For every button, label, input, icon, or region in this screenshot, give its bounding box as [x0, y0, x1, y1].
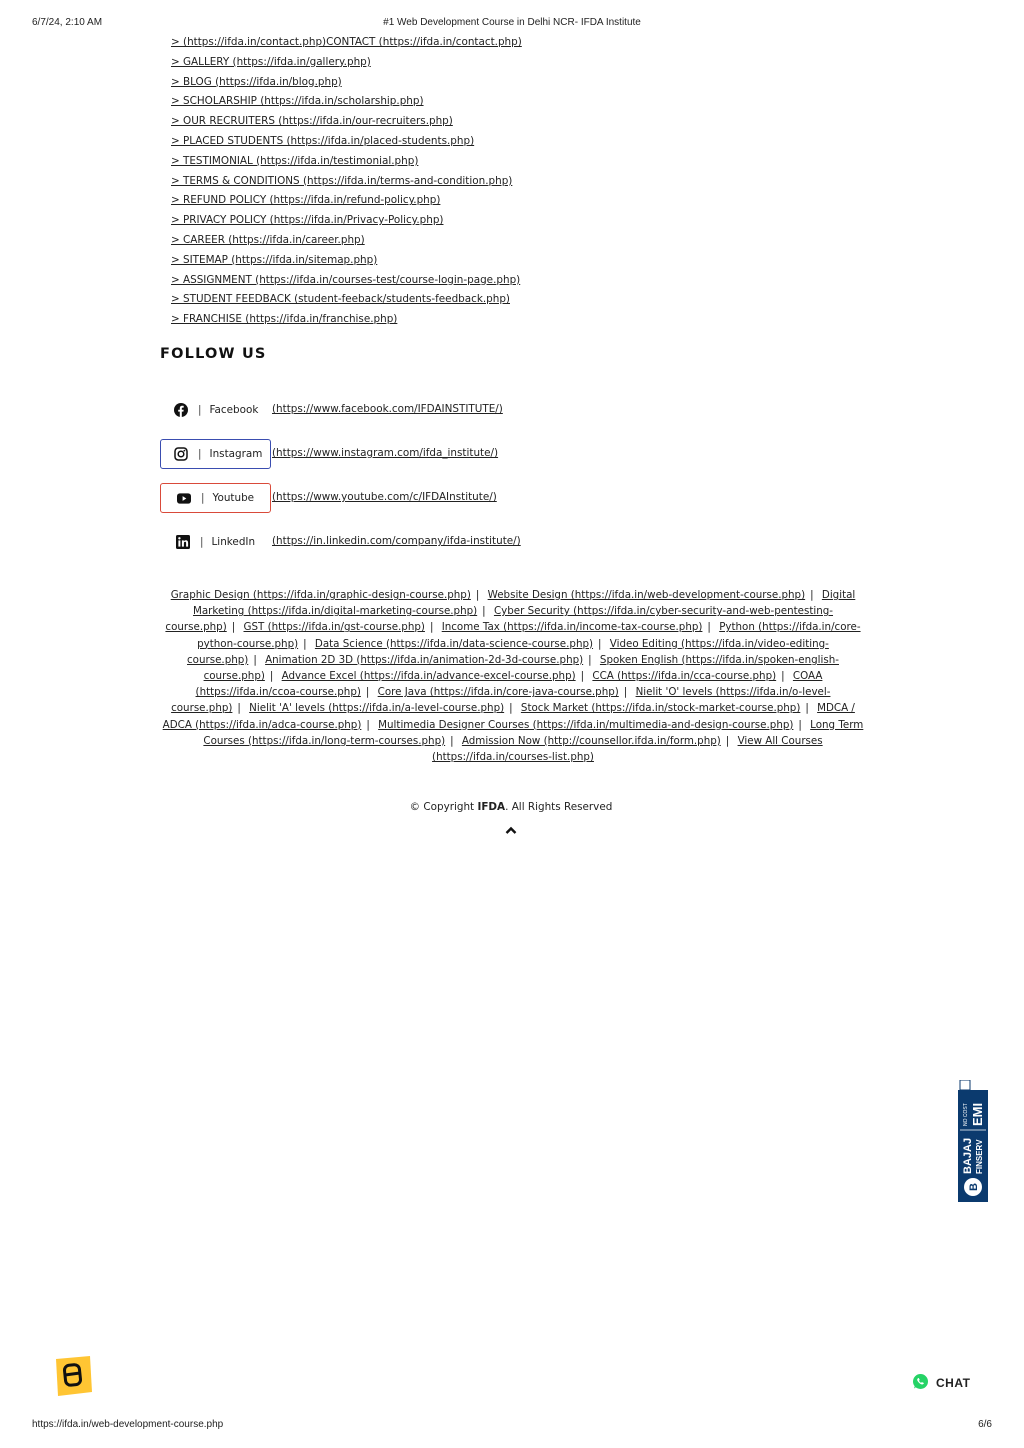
- linkedin-label: LinkedIn: [211, 536, 256, 548]
- course-separator: |: [509, 702, 513, 715]
- instagram-icon: [174, 447, 188, 461]
- course-link-python[interactable]: Python (https://ifda.in/core-python-course.php): [197, 621, 861, 650]
- print-header: [0, 17, 1024, 31]
- quick-link-career[interactable]: > CAREER (https://ifda.in/career.php): [171, 233, 365, 246]
- quick-link-franchise[interactable]: > FRANCHISE (https://ifda.in/franchise.php): [171, 313, 398, 326]
- emi-tag-line2: EMI: [970, 1102, 985, 1126]
- follow-us-heading: FOLLOW US: [160, 346, 267, 362]
- course-separator: |: [580, 670, 585, 683]
- course-separator: |: [588, 653, 592, 666]
- copyright-prefix: © Copyright: [409, 801, 478, 813]
- instagram-button[interactable]: [160, 439, 271, 469]
- course-separator: |: [269, 670, 274, 683]
- copyright-brand: IFDA: [477, 801, 506, 813]
- social-separator: |: [198, 448, 202, 460]
- course-link-animation[interactable]: Animation 2D 3D (https://ifda.in/animation-2d-3d-course.php): [265, 653, 584, 666]
- course-link-coaa[interactable]: COAA (https://ifda.in/ccoa-course.php): [195, 670, 823, 699]
- course-separator: |: [798, 718, 802, 731]
- facebook-label: Facebook: [209, 404, 259, 416]
- quick-link-student-feedback[interactable]: > STUDENT FEEDBACK (student-feeback/students-feedback.php): [171, 293, 510, 306]
- course-separator: |: [253, 653, 257, 666]
- bajaj-emi-badge[interactable]: [958, 1080, 988, 1202]
- course-separator: |: [623, 686, 628, 699]
- back-to-top-chevron-up-icon[interactable]: [505, 820, 517, 830]
- linkedin-button[interactable]: [160, 527, 271, 557]
- emi-tag-line1: NO COST: [963, 1103, 969, 1126]
- facebook-icon: [174, 403, 188, 417]
- course-link-nielit-o-level[interactable]: Nielit 'O' levels (https://ifda.in/o-level-course.php): [171, 686, 831, 715]
- course-separator: |: [365, 686, 370, 699]
- course-link-nielit-a-level[interactable]: Nielit 'A' levels (https://ifda.in/a-level-course.php): [249, 702, 505, 715]
- course-link-graphic-design[interactable]: Graphic Design (https://ifda.in/graphic-design-course.php): [170, 589, 471, 601]
- course-link-website-design[interactable]: Website Design (https://ifda.in/web-development-course.php): [487, 589, 806, 601]
- print-page-number: 6/6: [978, 1419, 992, 1430]
- course-separator: |: [805, 702, 809, 715]
- course-separator: |: [475, 589, 480, 601]
- course-separator: |: [598, 637, 602, 650]
- course-link-stock-market[interactable]: Stock Market (https://ifda.in/stock-market-course.php): [520, 702, 801, 715]
- course-separator: |: [707, 621, 711, 634]
- course-separator: |: [303, 637, 307, 650]
- course-separator: |: [231, 621, 236, 634]
- quick-link-scholarship[interactable]: > SCHOLARSHIP (https://ifda.in/scholarship.php): [171, 95, 424, 108]
- whatsapp-icon: [912, 1373, 929, 1394]
- course-link-gst[interactable]: GST (https://ifda.in/gst-course.php): [243, 621, 425, 634]
- print-datetime: 6/7/24, 2:10 AM: [32, 17, 103, 28]
- course-link-data-science[interactable]: Data Science (https://ifda.in/data-science-course.php): [314, 637, 594, 650]
- print-page-title: #1 Web Development Course in Delhi NCR- IFDA Institute: [383, 17, 641, 28]
- course-link-cyber-security[interactable]: Cyber Security (https://ifda.in/cyber-security-and-web-pentesting-course.php): [165, 605, 834, 634]
- quick-link-contact[interactable]: > (https://ifda.in/contact.php)CONTACT (https://ifda.in/contact.php): [171, 36, 522, 48]
- svg-text:B: B: [968, 1183, 980, 1191]
- bajaj-brand-line2: FINSERV: [975, 1139, 984, 1174]
- instagram-url-link[interactable]: (https://www.instagram.com/ifda_institute/): [272, 447, 499, 459]
- quick-link-sitemap[interactable]: > SITEMAP (https://ifda.in/sitemap.php): [171, 253, 378, 266]
- course-link-advance-excel[interactable]: Advance Excel (https://ifda.in/advance-excel-course.php): [281, 670, 576, 683]
- linkedin-icon: [176, 535, 190, 549]
- quick-link-testimonial[interactable]: > TESTIMONIAL (https://ifda.in/testimonial.php): [171, 154, 419, 167]
- course-separator: |: [725, 734, 730, 747]
- social-separator: |: [198, 404, 202, 416]
- whatsapp-chat-button[interactable]: [912, 1372, 982, 1394]
- youtube-button[interactable]: [160, 483, 271, 513]
- course-separator: |: [450, 734, 454, 747]
- print-footer-url: https://ifda.in/web-development-course.php: [32, 1419, 224, 1430]
- quick-links-list: [171, 34, 771, 331]
- quick-link-blog[interactable]: > BLOG (https://ifda.in/blog.php): [171, 75, 342, 88]
- course-separator: |: [429, 621, 434, 634]
- quick-link-privacy-policy[interactable]: > PRIVACY POLICY (https://ifda.in/Privacy-Policy.php): [171, 214, 444, 227]
- youtube-url-link[interactable]: (https://www.youtube.com/c/IFDAInstitute/): [272, 491, 497, 503]
- quick-link-recruiters[interactable]: > OUR RECRUITERS (https://ifda.in/our-recruiters.php): [171, 115, 453, 128]
- social-separator: |: [201, 492, 205, 504]
- course-separator: |: [781, 670, 785, 683]
- bajaj-brand-line1: BAJAJ: [962, 1137, 974, 1174]
- course-link-core-java[interactable]: Core Java (https://ifda.in/core-java-course.php): [377, 686, 619, 699]
- course-link-cca[interactable]: CCA (https://ifda.in/cca-course.php): [592, 670, 777, 683]
- youtube-label: Youtube: [212, 492, 255, 504]
- course-separator: |: [810, 589, 814, 601]
- linkedin-url-link[interactable]: (https://in.linkedin.com/company/ifda-institute/): [272, 535, 521, 547]
- quick-link-gallery[interactable]: > GALLERY (https://ifda.in/gallery.php): [171, 55, 371, 68]
- quick-link-assignment[interactable]: > ASSIGNMENT (https://ifda.in/courses-test/course-login-page.php): [171, 273, 521, 286]
- course-link-digital-marketing[interactable]: Digital Marketing (https://ifda.in/digital-marketing-course.php): [192, 589, 856, 618]
- course-link-long-term[interactable]: Long Term Courses (https://ifda.in/long-term-courses.php): [203, 718, 864, 747]
- course-link-admission-now[interactable]: Admission Now (http://counsellor.ifda.in/form.php): [461, 734, 721, 747]
- facebook-url-link[interactable]: (https://www.facebook.com/IFDAINSTITUTE/): [272, 403, 503, 415]
- chat-label: CHAT: [936, 1376, 971, 1390]
- course-separator: |: [366, 718, 370, 731]
- course-link-income-tax[interactable]: Income Tax (https://ifda.in/income-tax-course.php): [441, 621, 703, 634]
- course-link-video-editing[interactable]: Video Editing (https://ifda.in/video-editing-course.php): [187, 637, 829, 666]
- quick-link-refund-policy[interactable]: > REFUND POLICY (https://ifda.in/refund-policy.php): [171, 194, 441, 207]
- course-link-view-all[interactable]: View All Courses (https://ifda.in/courses-list.php): [432, 734, 823, 764]
- quick-link-placed-students[interactable]: > PLACED STUDENTS (https://ifda.in/placed-students.php): [171, 134, 475, 147]
- social-separator: |: [200, 536, 204, 548]
- course-link-spoken-english[interactable]: Spoken English (https://ifda.in/spoken-english-course.php): [203, 653, 839, 683]
- instagram-label: Instagram: [209, 448, 263, 460]
- course-link-mdca-adca[interactable]: MDCA / ADCA (https://ifda.in/adca-course.php): [162, 702, 855, 731]
- course-separator: |: [237, 702, 241, 715]
- youtube-icon: [177, 491, 191, 505]
- chatbot-launcher[interactable]: [48, 1356, 94, 1398]
- course-link-multimedia-designer[interactable]: Multimedia Designer Courses (https://ifda.in/multimedia-and-design-course.php): [378, 718, 794, 731]
- course-separator: |: [482, 605, 486, 618]
- copyright-suffix: . All Rights Reserved: [505, 801, 613, 813]
- facebook-button[interactable]: [160, 395, 271, 425]
- copyright-text: [0, 801, 1022, 813]
- quick-link-terms[interactable]: > TERMS & CONDITIONS (https://ifda.in/terms-and-condition.php): [171, 174, 513, 187]
- course-links: [160, 587, 866, 765]
